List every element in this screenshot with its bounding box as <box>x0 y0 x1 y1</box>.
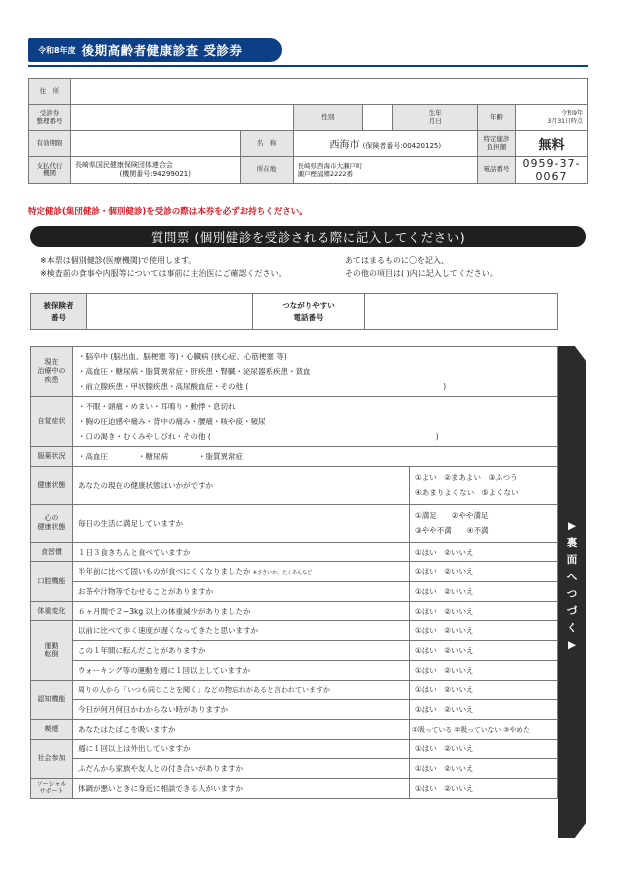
symptom-line-1: ・不眠・頭痛・めまい・耳鳴り・動悸・息切れ <box>78 402 236 411</box>
note-left-2: ※検査前の食事や内服等については事前に主治医にご確認ください。 <box>40 269 287 278</box>
social-answer-1[interactable]: ①はい ②いいえ <box>410 739 558 759</box>
cognitive-question-1: 周りの人から「いつも同じことを聞く」などの物忘れがあると言われていますか <box>73 680 410 700</box>
payment-agent <box>70 157 240 184</box>
address-label: 住 所 <box>29 79 71 105</box>
mind-answer[interactable] <box>410 504 558 542</box>
medication-category: 服薬状況 <box>31 447 73 467</box>
support-answer[interactable]: ①はい ②いいえ <box>410 778 558 798</box>
location-label: 所在地 <box>240 157 293 184</box>
continue-label: ▶ 裏 面 へ つ づ く ▶ <box>566 520 578 651</box>
oral-category: 口腔機能 <box>31 562 73 601</box>
cognitive-answer-1[interactable]: ①はい ②いいえ <box>410 680 558 700</box>
note-right-2: その他の項目は( )内に記入してください。 <box>345 269 498 278</box>
health-answer[interactable] <box>410 466 558 504</box>
payment-agent-name: 長崎県国民健康保険団体連合会 <box>74 161 173 170</box>
insurer-name <box>293 131 478 157</box>
sex-label: 性別 <box>293 105 363 131</box>
valid-until-label: 有効期限 <box>29 131 71 157</box>
oral-question-1-text: 半年前に比べて固いものが食べにくくなりましたか <box>78 567 251 577</box>
weight-question: ６ヶ月間で２~3kg 以上の体重減少がありましたか <box>73 601 410 621</box>
contact-phone-field[interactable] <box>365 294 558 330</box>
insurer-name-label: 名 称 <box>240 131 293 157</box>
mind-answer-2: ③やや不満 ④不満 <box>415 526 489 536</box>
social-category: 社会参加 <box>31 739 73 778</box>
mind-category: 心の 健康状態 <box>31 504 73 542</box>
fee-label: 特定健診 負担額 <box>478 131 516 157</box>
insured-id-table <box>30 293 558 330</box>
questionnaire-table <box>30 346 558 799</box>
ticket-number-label: 受診券 整理番号 <box>29 105 71 131</box>
support-category: ソーシャル サポート <box>31 778 73 798</box>
health-answer-2: ④あまりよくない ⑤よくない <box>415 488 519 498</box>
warning-text: 特定健診(集団健診・個別健診)を受診の際は本券を必ずお持ちください。 <box>28 207 308 217</box>
medication-options[interactable]: ・高血圧 ・糖尿病 ・脂質異常症 <box>73 447 558 467</box>
social-question-2: ふだんから家族や友人との付き合いがありますか <box>73 759 410 779</box>
location-value: 長崎県西海市大瀬戸町 瀬戸樫浦郷2222番 <box>293 157 478 184</box>
social-question-1: 週に１回以上は外出していますか <box>73 739 410 759</box>
oral-answer-2[interactable]: ①はい ②いいえ <box>410 582 558 602</box>
cognitive-category: 認知機能 <box>31 680 73 719</box>
symptom-options[interactable] <box>73 397 558 447</box>
diet-category: 食習慣 <box>31 542 73 562</box>
oral-question-2: お茶や汁物等でむせることがありますか <box>73 582 410 602</box>
motor-answer-1[interactable]: ①はい ②いいえ <box>410 621 558 641</box>
sex-field <box>363 105 393 131</box>
weight-answer[interactable]: ①はい ②いいえ <box>410 601 558 621</box>
insured-number-field[interactable] <box>87 294 253 330</box>
health-question: あなたの現在の健康状態はいかがですか <box>73 466 410 504</box>
motor-category: 運動 転倒 <box>31 621 73 680</box>
phone-label: 電話番号 <box>478 157 516 184</box>
health-answer-1: ①よい ②まあよい ③ふつう <box>415 473 518 483</box>
title-rule <box>28 65 588 67</box>
cognitive-answer-2[interactable]: ①はい ②いいえ <box>410 700 558 720</box>
notes-left <box>40 254 287 280</box>
title-banner <box>28 38 282 62</box>
fiscal-year: 令和8年度 <box>38 45 76 55</box>
smoking-answer[interactable]: ①吸っている ②吸っていない ③やめた <box>410 719 558 739</box>
questionnaire-title: 質問票 (個別健診を受診される際に記入してください) <box>30 226 586 247</box>
symptom-line-3: ・口の渇き・むくみやしびれ・その他 ( ) <box>78 432 439 441</box>
ticket-info-table <box>28 78 588 184</box>
dob-label: 生年 月日 <box>393 105 478 131</box>
support-question: 体調が悪いときに身近に相談できる人がいますか <box>73 778 410 798</box>
continue-tab-text <box>562 518 582 654</box>
mind-question: 毎日の生活に満足していますか <box>73 504 410 542</box>
note-left-1: ※本票は個別健診(医療機関)で使用します。 <box>40 256 197 265</box>
motor-answer-2[interactable]: ①はい ②いいえ <box>410 641 558 661</box>
payment-agent-number: (機関番号:94299021) <box>119 170 191 178</box>
ticket-number-field <box>70 105 293 131</box>
note-right-1: あてはまるものに〇を記入、 <box>345 256 449 265</box>
symptom-line-2: ・胸の圧迫感や痛み・背中の痛み・腰痛・咳や痰・頻尿 <box>78 417 266 426</box>
age-label: 年齢 <box>478 105 516 131</box>
smoking-category: 喫煙 <box>31 719 73 739</box>
history-line-1: ・脳卒中 (脳出血、脳梗塞 等)・心臓病 (狭心症、心筋梗塞 等) <box>78 352 287 361</box>
address-field[interactable] <box>70 79 587 105</box>
contact-phone-label: つながりやすい 電話番号 <box>253 294 365 330</box>
weight-category: 体重変化 <box>31 601 73 621</box>
fee-value: 無料 <box>516 131 588 157</box>
history-line-3: ・前立腺疾患・甲状腺疾患・高尿酸血症・その他 ( ) <box>78 382 447 391</box>
health-category: 健康状態 <box>31 466 73 504</box>
valid-until-field <box>70 131 240 157</box>
motor-answer-3[interactable]: ①はい ②いいえ <box>410 660 558 680</box>
diet-answer[interactable]: ①はい ②いいえ <box>410 542 558 562</box>
notes-right <box>345 254 498 280</box>
history-options[interactable] <box>73 347 558 397</box>
diet-question: １日３食きちんと食べていますか <box>73 542 410 562</box>
insurer-number: (保険者番号:00420125) <box>362 142 442 150</box>
social-answer-2[interactable]: ①はい ②いいえ <box>410 759 558 779</box>
oral-question-1 <box>73 562 410 582</box>
oral-question-1-note: ※さきいか、たくあんなど <box>252 570 313 577</box>
payment-agent-label: 支払代行 機関 <box>29 157 71 184</box>
motor-question-3: ウォーキング等の運動を週に１回以上していますか <box>73 660 410 680</box>
history-category: 現在 治療中の 疾患 <box>31 347 73 397</box>
cognitive-question-2: 今日が何月何日かわからない時がありますか <box>73 700 410 720</box>
motor-question-2: この１年間に転んだことがありますか <box>73 641 410 661</box>
insured-number-label: 被保険者 番号 <box>31 294 87 330</box>
insurer-city: 西海市 <box>329 140 360 151</box>
motor-question-1: 以前に比べて歩く速度が遅くなってきたと思いますか <box>73 621 410 641</box>
mind-answer-1: ①満足 ②やや満足 <box>415 511 489 521</box>
history-line-2: ・高血圧・糖尿病・脂質異常症・肝疾患・腎臓・泌尿器系疾患・貧血 <box>78 367 311 376</box>
symptom-category: 自覚症状 <box>31 397 73 447</box>
page-title: 後期高齢者健康診査 受診券 <box>81 43 243 58</box>
smoking-question: あなたはたばこを吸いますか <box>73 719 410 739</box>
phone-value: 0959-37-0067 <box>516 157 588 184</box>
age-reference-date: 令和9年 3月31日時点 <box>516 105 588 131</box>
oral-answer-1[interactable]: ①はい ②いいえ <box>410 562 558 582</box>
